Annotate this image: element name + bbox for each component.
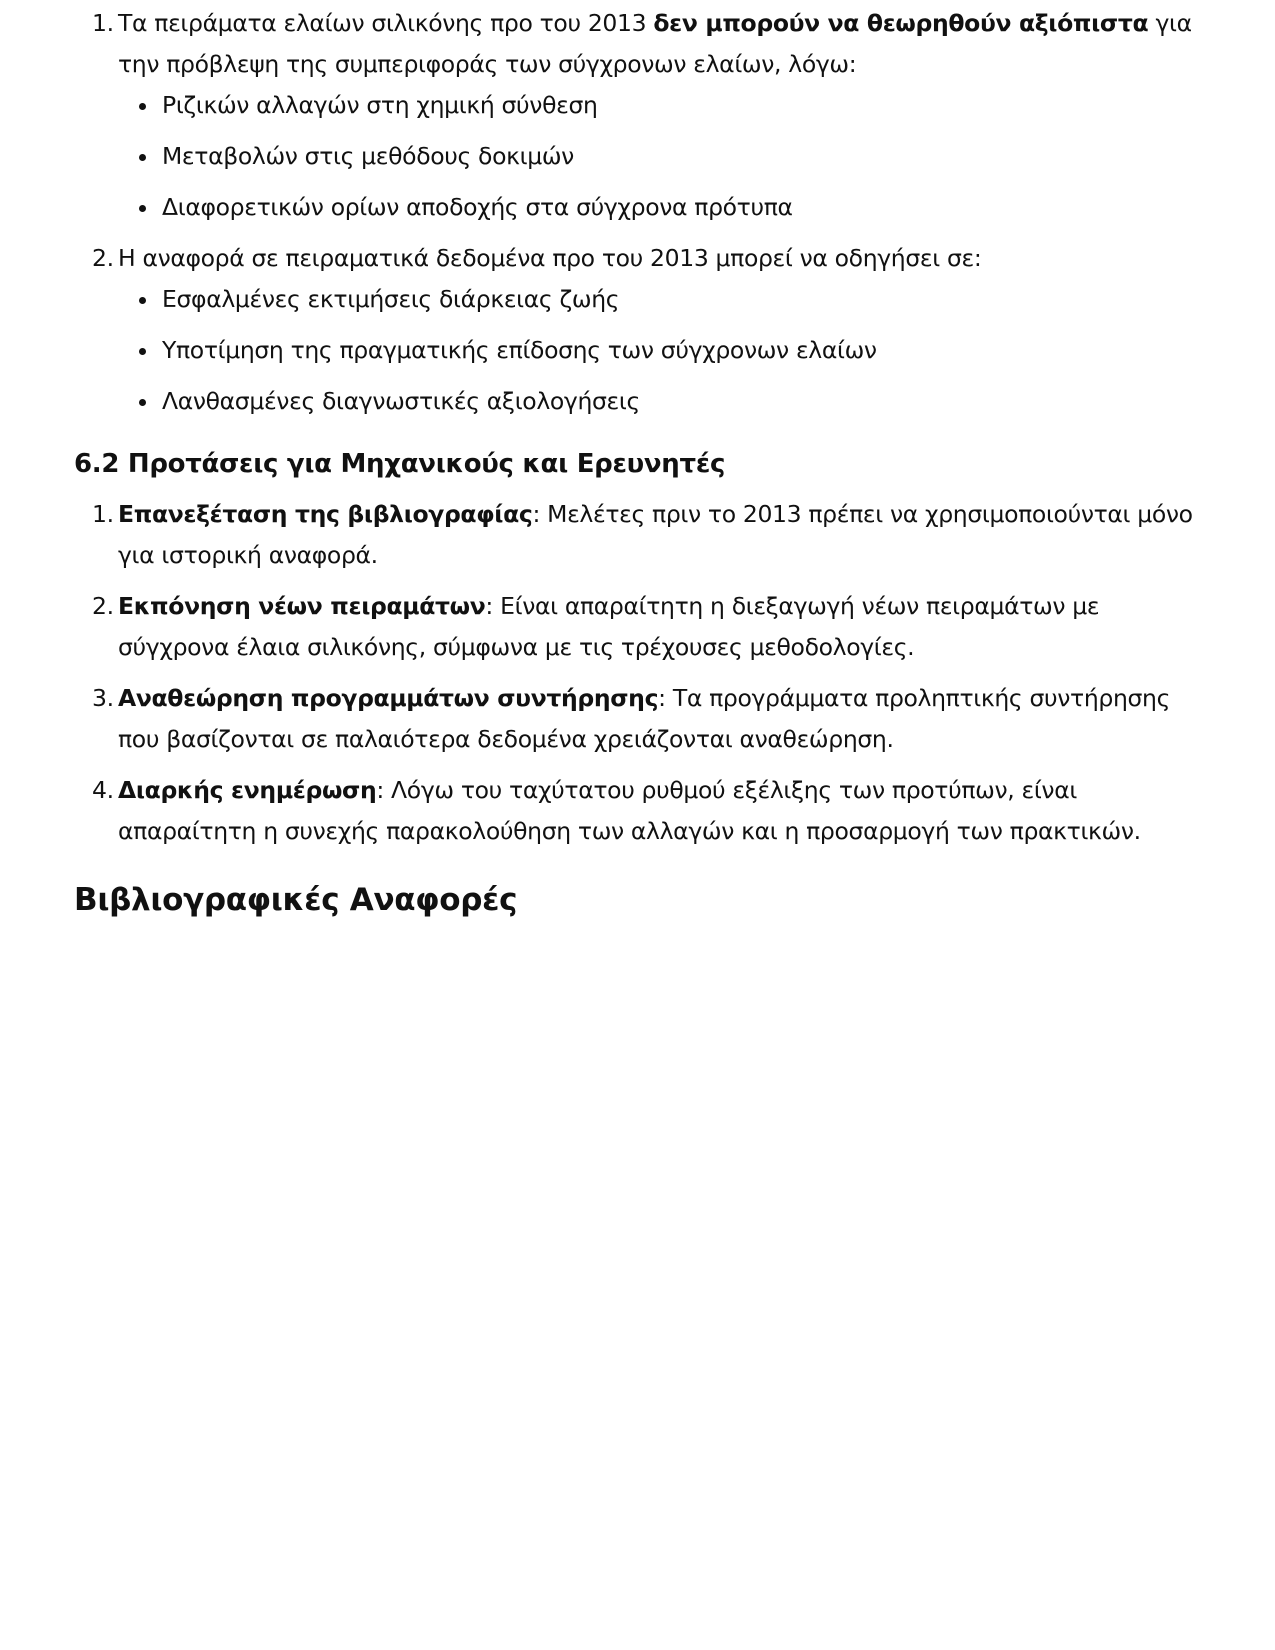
recommendations-list (74, 494, 1204, 852)
conclusion-item-2 (74, 238, 1204, 422)
item-bold-text: Εκπόνηση νέων πειραμάτων (118, 592, 486, 620)
bullet-list (118, 279, 1204, 422)
item-bold-text: Διαρκής ενημέρωση (118, 776, 377, 804)
bullet-list (118, 85, 1204, 228)
item-text: για την πρόβλεψη της συμπεριφοράς των σύγχρονων ελαίων, λόγω: (118, 9, 1192, 78)
bullet-text: Μεταβολών στις μεθόδους δοκιμών (162, 142, 574, 170)
conclusions-list (74, 3, 1204, 422)
item-text: Η αναφορά σε πειραματικά δεδομένα προ του 2013 μπορεί να οδηγήσει σε: (118, 244, 982, 272)
bullet-text: Ριζικών αλλαγών στη χημική σύνθεση (162, 91, 598, 119)
list-number: 1. (92, 9, 114, 37)
section-heading-6-2: 6.2 Προτάσεις για Μηχανικούς και Ερευνητές (74, 449, 726, 479)
bullet-text: Εσφαλμένες εκτιμήσεις διάρκειας ζωής (162, 285, 620, 313)
item-text: : Τα προγράμματα προληπτικής συντήρησης που βασίζονται σε παλαιότερα δεδομένα χρειάζονται αναθεώρηση. (118, 684, 1171, 753)
bullet-dot (139, 103, 146, 110)
bullet-dot (139, 297, 146, 304)
recommendation-item-1 (74, 494, 1204, 576)
list-number: 2. (92, 592, 114, 620)
item-bold-text: Επανεξέταση της βιβλιογραφίας (118, 500, 533, 528)
bullet-dot (139, 348, 146, 355)
bullet-dot (139, 205, 146, 212)
list-item (118, 136, 1204, 177)
item-text: : Είναι απαραίτητη η διεξαγωγή νέων πειραμάτων με σύγχρονα έλαια σιλικόνης, σύμφωνα με τις τρέχουσες μεθοδολογίες. (118, 592, 1100, 661)
item-text: : Μελέτες πριν το 2013 πρέπει να χρησιμοποιούνται μόνο για ιστορική αναφορά. (118, 500, 1193, 569)
item-bold-text: Αναθεώρηση προγραμμάτων συντήρησης (118, 684, 659, 712)
list-number: 1. (92, 500, 114, 528)
item-text: Τα πειράματα ελαίων σιλικόνης προ του 2013 (118, 9, 654, 37)
list-item (118, 85, 1204, 126)
recommendation-item-4 (74, 770, 1204, 852)
list-number: 3. (92, 684, 114, 712)
references-heading: Βιβλιογραφικές Αναφορές (74, 882, 518, 918)
recommendation-item-3 (74, 678, 1204, 760)
item-bold-text: δεν μπορούν να θεωρηθούν αξιόπιστα (653, 9, 1149, 37)
list-item (118, 381, 1204, 422)
list-item (118, 187, 1204, 228)
bullet-text: Υποτίμηση της πραγματικής επίδοσης των σύγχρονων ελαίων (162, 336, 877, 364)
item-text: : Λόγω του ταχύτατου ρυθμού εξέλιξης των προτύπων, είναι απαραίτητη η συνεχής παρακολούθηση των αλλαγών και η προσαρμογή των πρακτικών. (118, 776, 1141, 845)
document-page (74, 0, 1204, 920)
bullet-text: Διαφορετικών ορίων αποδοχής στα σύγχρονα πρότυπα (162, 193, 793, 221)
list-item (118, 279, 1204, 320)
recommendation-item-2 (74, 586, 1204, 668)
list-item (118, 330, 1204, 371)
bullet-text: Λανθασμένες διαγνωστικές αξιολογήσεις (162, 387, 640, 415)
bullet-dot (139, 154, 146, 161)
list-number: 2. (92, 244, 114, 272)
bullet-dot (139, 399, 146, 406)
conclusion-item-1 (74, 3, 1204, 228)
list-number: 4. (92, 776, 114, 804)
